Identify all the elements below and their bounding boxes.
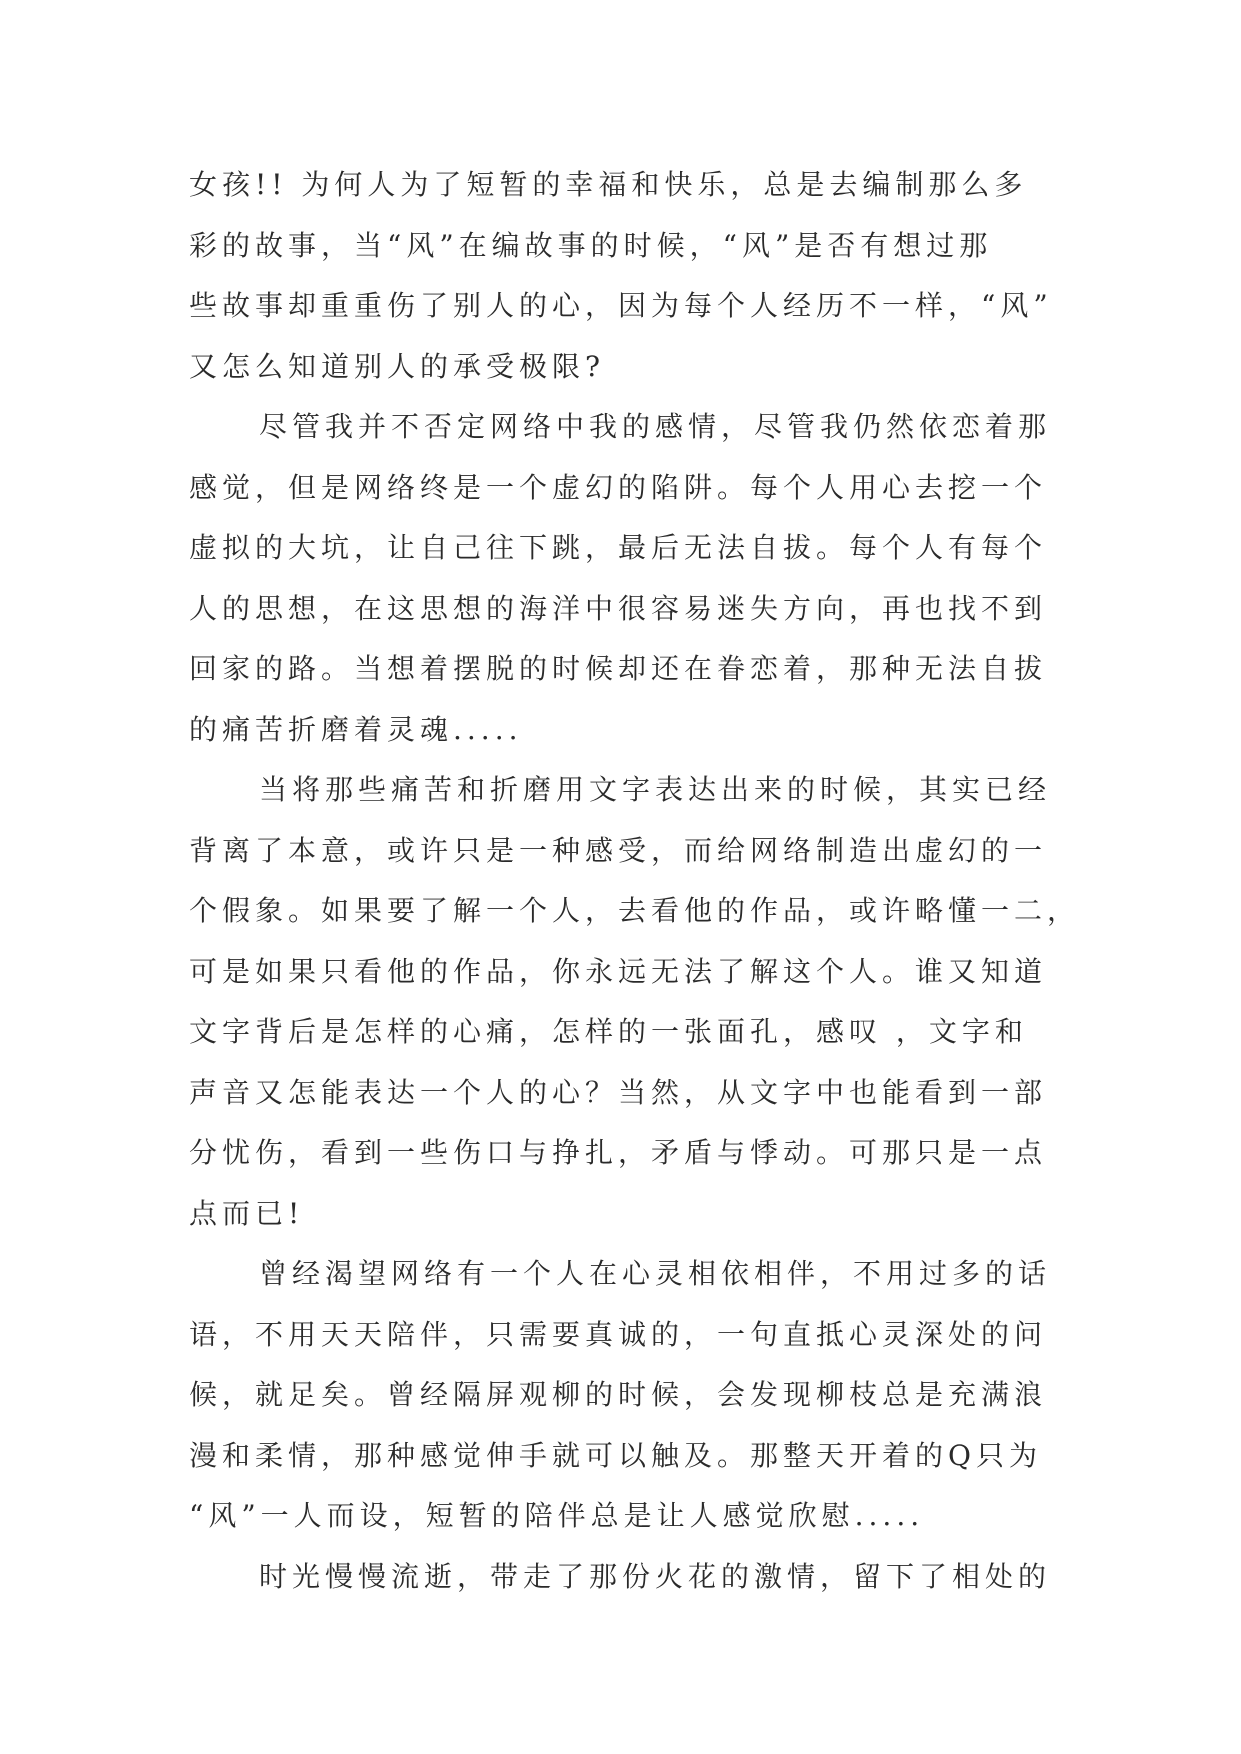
text-line: 可是如果只看他的作品，你永远无法了解这个人。谁又知道 [189,954,1048,988]
text-line: 女孩!! 为何人为了短暂的幸福和快乐，总是去编制那么多 [189,168,1028,201]
text-line: 的痛苦折磨着灵魂..... [189,712,523,746]
text-line: 虚拟的大坑，让自己往下跳，最后无法自拔。每个人有每个 [189,531,1048,564]
text-line: 回家的路。当想着摆脱的时候却还在眷恋着，那种无法自拔 [189,652,1048,685]
text-line: “风”一人而设，短暂的陪伴总是让人感觉欣慰..... [189,1499,925,1532]
text-line: 人的思想，在这思想的海洋中很容易迷失方向，再也找不到 [189,591,1048,625]
text-line: 个假象。如果要了解一个人，去看他的作品，或许略懂一二， [189,894,1081,927]
text-line: 彩的故事，当“风”在编故事的时候，“风”是否有想过那 [189,228,993,262]
text-line: 些故事却重重伤了别人的心，因为每个人经历不一样，“风” [189,289,1053,322]
paragraph-first-line: 曾经渴望网络有一个人在心灵相依相伴，不用过多的话 [259,1257,1052,1290]
text-line: 声音又怎能表达一个人的心？当然，从文字中也能看到一部 [189,1075,1048,1109]
text-line: 候，就足矣。曾经隔屏观柳的时候，会发现柳枝总是充满浪 [189,1378,1048,1411]
paragraph-first-line: 当将那些痛苦和折磨用文字表达出来的时候，其实已经 [259,773,1052,806]
text-line: 文字背后是怎样的心痛，怎样的一张面孔，感叹 ，文字和 [189,1015,1028,1048]
text-line: 分忧伤，看到一些伤口与挣扎，矛盾与悸动。可那只是一点 [189,1136,1048,1169]
text-line: 又怎么知道别人的承受极限? [189,349,606,383]
document-body [189,155,1081,1607]
paragraph-first-line: 时光慢慢流逝，带走了那份火花的激情，留下了相处的 [259,1559,1052,1593]
text-line: 点而已! [189,1196,305,1230]
text-line: 语，不用天天陪伴，只需要真诚的，一句直抵心灵深处的问 [189,1317,1048,1351]
text-line: 感觉，但是网络终是一个虚幻的陷阱。每个人用心去挖一个 [189,470,1048,504]
text-line: 漫和柔情，那种感觉伸手就可以触及。那整天开着的Q只为 [189,1438,1042,1472]
text-line: 背离了本意，或许只是一种感受，而给网络制造出虚幻的一 [189,833,1048,867]
paragraph-first-line: 尽管我并不否定网络中我的感情，尽管我仍然依恋着那 [259,410,1052,443]
